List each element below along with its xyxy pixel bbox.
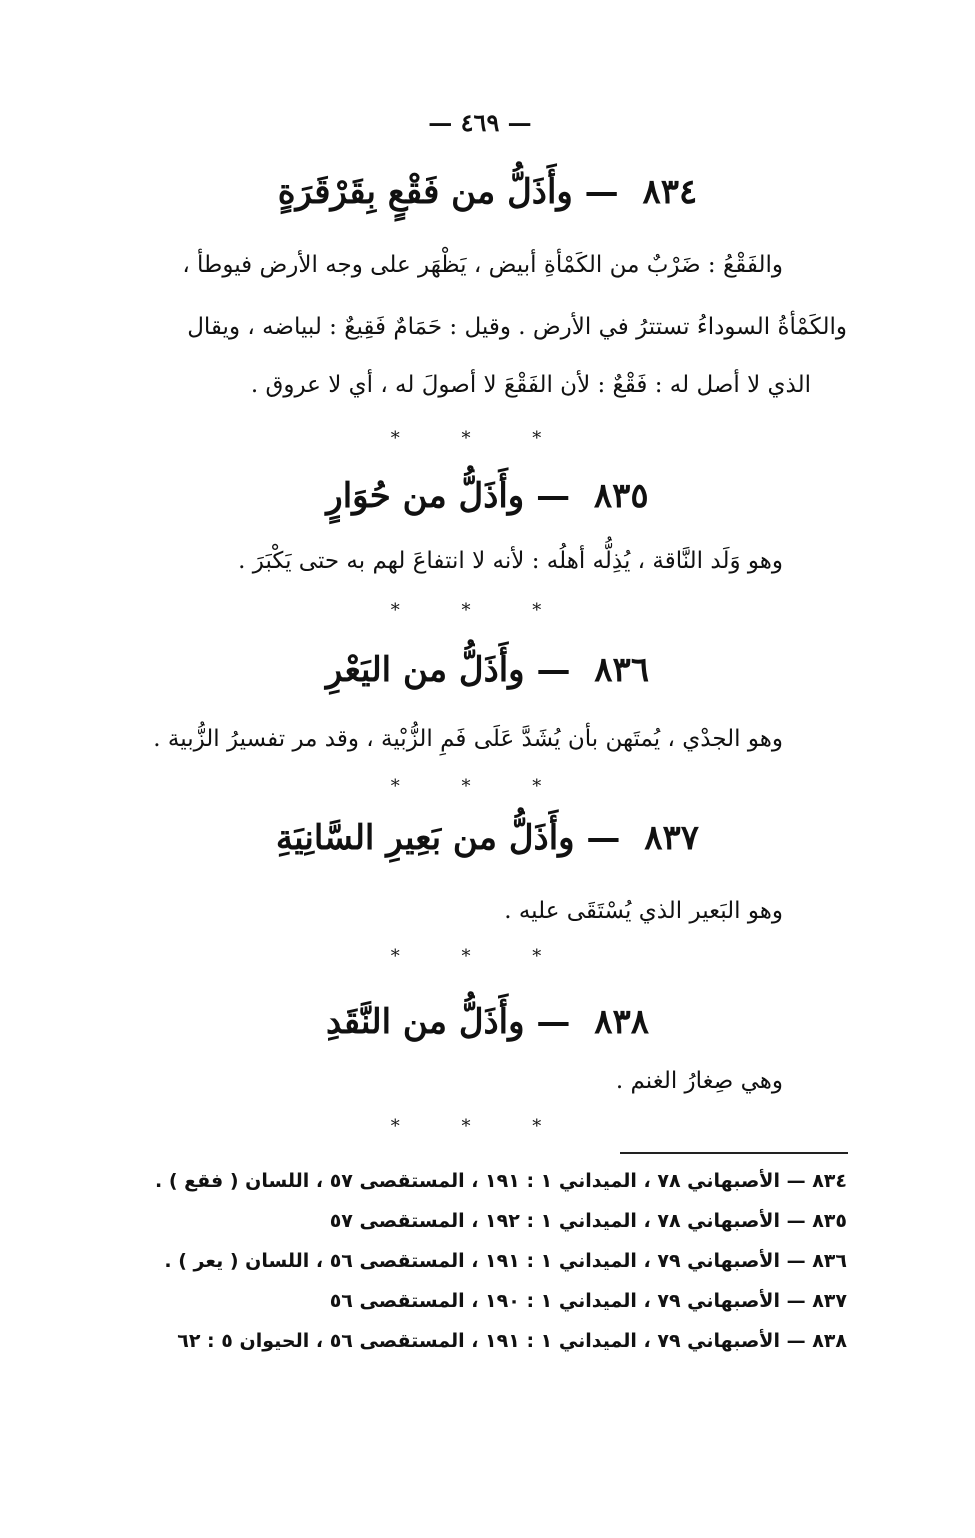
footnote-838: ٨٣٨ — الأصبهاني ٧٩ ، الميداني ١ : ١٩١ ، المستقصى ٥٦ ، الحيوان ٥ : ٦٢ bbox=[177, 1330, 847, 1352]
page-number: — ٤٦٩ — bbox=[428, 108, 532, 137]
section-separator: * * * bbox=[390, 428, 570, 449]
footnote-divider bbox=[620, 1152, 848, 1154]
entry-title: وأَذَلُّ من حُوَارٍ bbox=[326, 476, 525, 516]
entry-title: وأَذَلُّ من فَقْعٍ بِقَرْقَرَةٍ bbox=[277, 172, 573, 212]
entry-number: ٨٣٦ bbox=[594, 650, 650, 690]
footnote-837: ٨٣٧ — الأصبهاني ٧٩ ، الميداني ١ : ١٩٠ ، المستقصى ٥٦ bbox=[329, 1290, 847, 1312]
entry-heading-834 bbox=[0, 172, 975, 212]
entry-837-line-1: وهو البَعير الذي يُسْتَقَى عليه . bbox=[504, 898, 783, 924]
section-separator: * * * bbox=[390, 600, 570, 621]
entry-dash: — bbox=[584, 172, 619, 212]
entry-title: وأَذَلُّ من بَعِيرِ السَّانِيَةِ bbox=[275, 818, 575, 858]
entry-number: ٨٣٥ bbox=[593, 476, 649, 516]
entry-836-line-1: وهو الجدْي ، يُمتَهن بأن يُشَدَّ عَلَى فَمِ الزُّبْية ، وقد مر تفسيرُ الزُّبية . bbox=[153, 726, 783, 752]
section-separator: * * * bbox=[390, 1116, 570, 1137]
entry-title: وأَذَلُّ من النَّقَدِ bbox=[325, 1002, 525, 1042]
entry-heading-837 bbox=[0, 818, 975, 858]
entry-835-line-1: وهو وَلَد النَّاقة ، يُذِلُّه أهلُه : لأنه لا انتفاعَ لهم به حتى يَكْبَرَ . bbox=[238, 548, 783, 574]
entry-heading-836 bbox=[0, 650, 975, 690]
entry-heading-835 bbox=[0, 476, 975, 516]
footnote-834: ٨٣٤ — الأصبهاني ٧٨ ، الميداني ١ : ١٩١ ، المستقصى ٥٧ ، اللسان ( فقع ) . bbox=[155, 1170, 847, 1192]
entry-834-line-1: والفَقْعُ : ضَرْبٌ من الكَمْأةِ أبيض ، يَظْهَر على وجه الأرض فيوطأ ، bbox=[182, 252, 783, 278]
entry-834-line-3: الذي لا أصل له : فَقْعٌ : لأن الفَقْعَ لا أصولَ له ، أي لا عروق . bbox=[250, 372, 811, 398]
entry-838-line-1: وهي صِغارُ الغنم . bbox=[615, 1068, 783, 1094]
footnote-836: ٨٣٦ — الأصبهاني ٧٩ ، الميداني ١ : ١٩١ ، المستقصى ٥٦ ، اللسان ( يعر ) . bbox=[164, 1250, 847, 1272]
entry-title: وأَذَلُّ من اليَعْرِ bbox=[325, 650, 525, 690]
entry-number: ٨٣٤ bbox=[642, 172, 698, 212]
entry-dash: — bbox=[536, 1002, 571, 1042]
entry-heading-838 bbox=[0, 1002, 975, 1042]
entry-834-line-2: والكَمْأةُ السوداءُ تستترُ في الأرض . وقيل : حَمَامٌ فَقِيعٌ : لبياضه ، ويقال bbox=[187, 314, 847, 340]
entry-number: ٨٣٨ bbox=[594, 1002, 650, 1042]
entry-dash: — bbox=[536, 476, 571, 516]
footnote-835: ٨٣٥ — الأصبهاني ٧٨ ، الميداني ١ : ١٩٢ ، المستقصى ٥٧ bbox=[329, 1210, 847, 1232]
section-separator: * * * bbox=[390, 776, 570, 797]
section-separator: * * * bbox=[390, 946, 570, 967]
entry-dash: — bbox=[586, 818, 621, 858]
entry-dash: — bbox=[536, 650, 571, 690]
entry-number: ٨٣٧ bbox=[644, 818, 700, 858]
